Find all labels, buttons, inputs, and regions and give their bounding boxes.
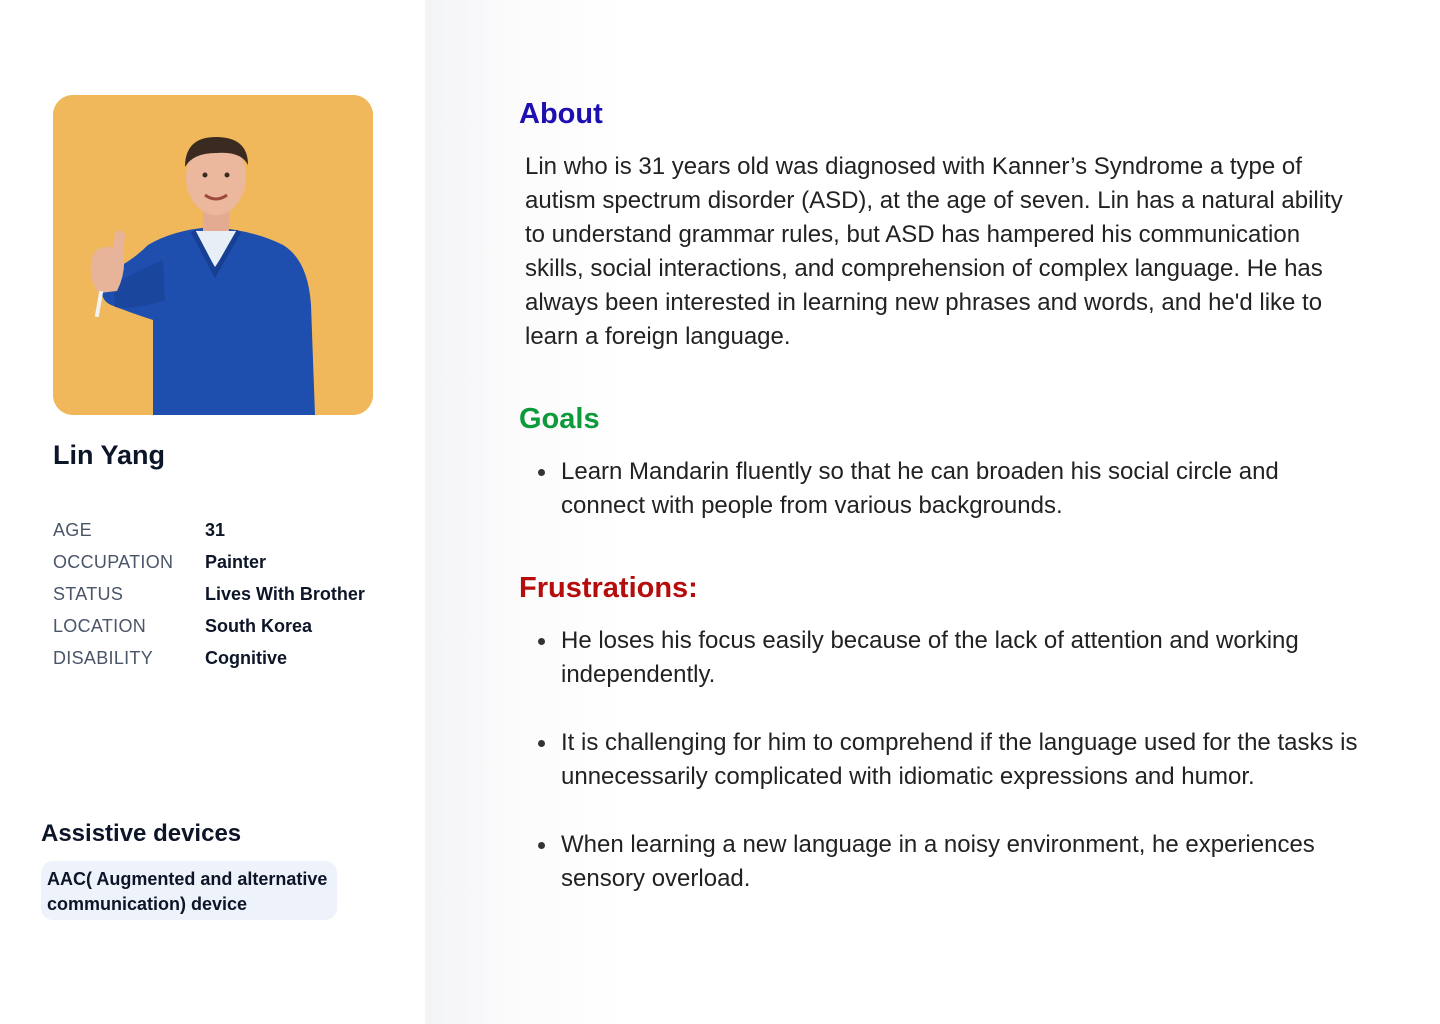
about-text: Lin who is 31 years old was diagnosed with Kanner’s Syndrome a type of autism spectrum disorder (ASD), at the age of seven. Lin has a natural ability to understand grammar rules, but ASD has hampered his communication skills, social interactions, and comprehension of complex language. He has always been interested in learning new phrases and words, and he'd like to learn a foreign language. [525,153,1343,350]
persona-details [53,514,393,674]
about-title: About [519,98,603,130]
list-item [519,455,1359,523]
list-item [519,624,1359,692]
assistive-devices-title: Assistive devices [41,820,242,847]
detail-value: Cognitive [205,647,288,668]
detail-label: STATUS [53,583,124,604]
goals-list [519,455,1359,523]
detail-value: Painter [205,551,267,572]
bullet-icon [538,740,545,747]
detail-row-status [53,578,393,610]
detail-value: 31 [205,519,226,540]
list-item [519,726,1359,794]
frustration-text: It is challenging for him to comprehend if the language used for the tasks is unnecessarily complicated with idiomatic expressions and humor. [561,729,1358,790]
frustration-text: He loses his focus easily because of the lack of attention and working independently. [561,627,1299,688]
persona-name: Lin Yang [53,440,166,470]
detail-label: AGE [53,519,92,540]
detail-label: LOCATION [53,615,147,636]
frustration-text: When learning a new language in a noisy environment, he experiences sensory overload. [561,831,1315,892]
detail-row-location [53,610,393,642]
persona-photo [53,95,373,415]
bullet-icon [538,469,545,476]
detail-label: DISABILITY [53,647,154,668]
detail-row-disability [53,642,393,674]
detail-value: South Korea [205,615,313,636]
detail-row-age [53,514,393,546]
bullet-icon [538,638,545,645]
list-item [519,828,1359,896]
goals-title: Goals [519,403,600,435]
frustrations-title: Frustrations: [519,572,698,604]
detail-label: OCCUPATION [53,551,174,572]
detail-value: Lives With Brother [205,583,365,604]
frustrations-list [519,624,1359,896]
assistive-device-chip: AAC( Augmented and alternative communication) device [41,861,337,920]
bullet-icon [538,842,545,849]
detail-row-occupation [53,546,393,578]
goal-text: Learn Mandarin fluently so that he can broaden his social circle and connect with people from various backgrounds. [561,458,1279,519]
